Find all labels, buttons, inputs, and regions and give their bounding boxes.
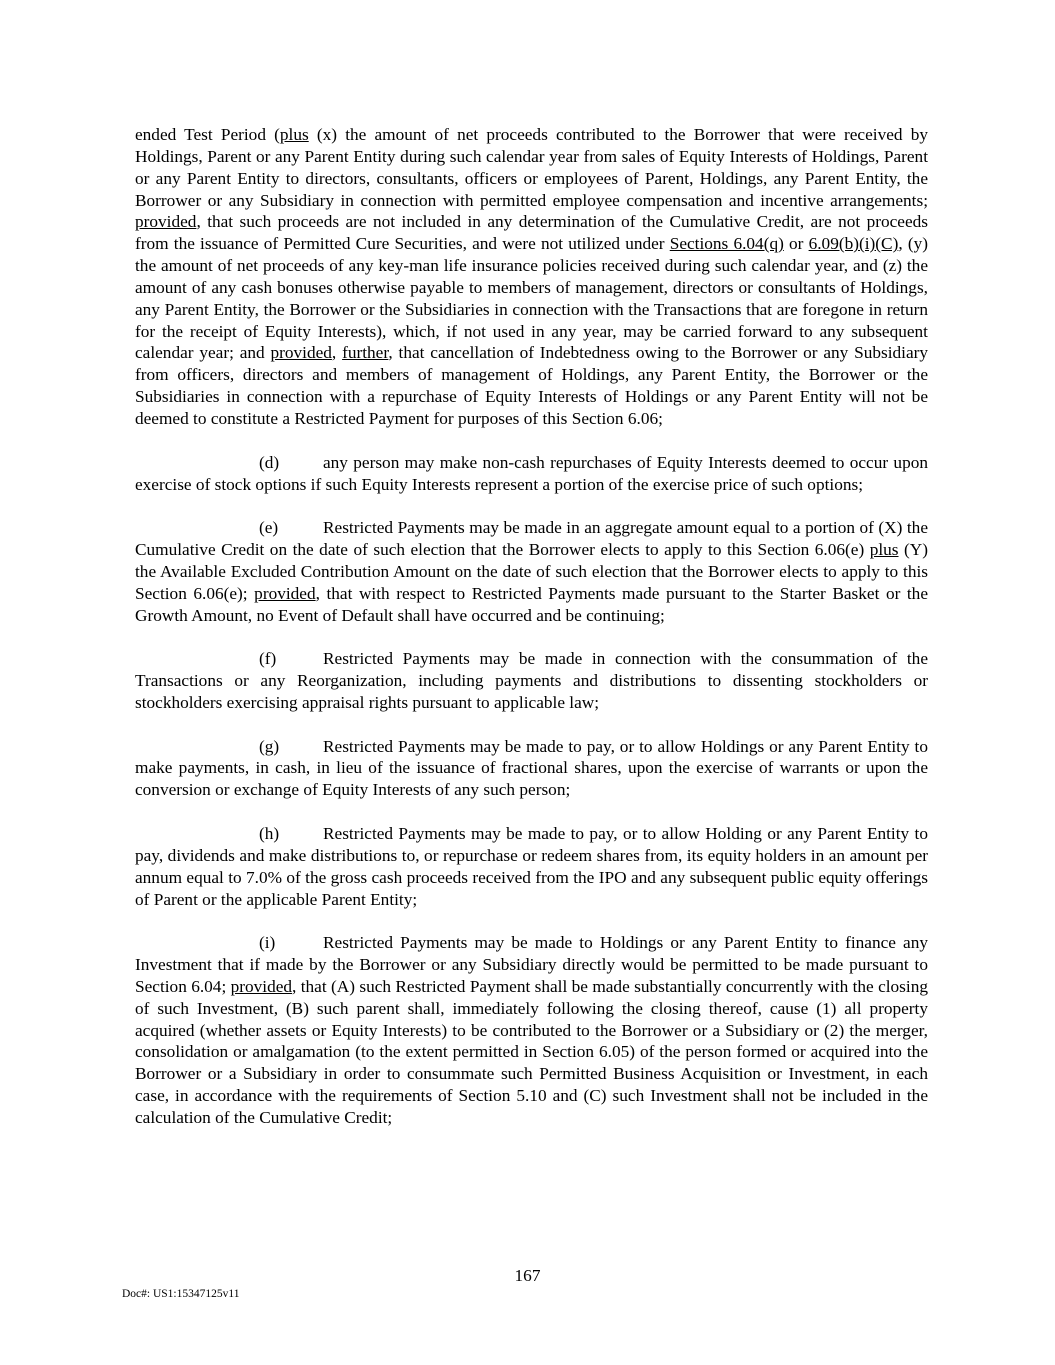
text: (x) the amount of net proceeds contributed to the Borrower that were received by Holdings, Parent or any Parent Entity during such calendar year from sales of Equity Interests of Holdings, Parent or any Parent Entity to directors, consultants, officers or employees of Parent, Holdings, any Parent Entity, the Borrower or any Subsidiary in connection with permitted employee compensation and incentive arrangements; (135, 125, 928, 210)
clause-label: (d) (259, 452, 280, 472)
text: Restricted Payments may be made to pay, or to allow Holding or any Parent Entity to pay, dividends and make distributions to, or repurchase or redeem shares from, its equity holders in an amount per annum equal to 7.0% of the gross cash proceeds received from the IPO and any subsequent public equity offerings of Parent or the applicable Parent Entity; (135, 824, 928, 909)
paragraph-d (135, 452, 928, 496)
document-id: Doc#: US1:15347125v11 (122, 1288, 240, 1300)
text: , that cancellation of Indebtedness owing to the Borrower or any Subsidiary from officers, directors and members of management of Holdings, any Parent Entity, the Borrower or the Subsidiaries in connection with a repurchase of Equity Interests of Holdings or any Parent Entity will not be deemed to constitute a Restricted Payment for purposes of this Section 6.06; (135, 343, 929, 428)
paragraph-f (135, 648, 928, 714)
clause-label: (e) (259, 518, 279, 538)
defined-term: plus (279, 125, 309, 144)
page-number: 167 (514, 1266, 541, 1285)
defined-term: provided (254, 583, 316, 603)
paragraph-h (135, 823, 928, 910)
clause-label: (f) (259, 649, 277, 669)
text: ended Test Period ( (135, 125, 280, 144)
text: (Y) the Available Excluded Contribution Amount on the date of such election that the Borrower elects to apply to this Section 6.06(e); (135, 540, 928, 603)
clause-label: (g) (259, 736, 280, 756)
text: , (y) the amount of net proceeds of any key-man life insurance policies received during such calendar year, and (z) the amount of any cash bonuses otherwise payable to members of management, directors or consultants of Holdings, any Parent Entity, the Borrower or the Subsidiaries in connection with the Transactions that are foregone in return for the receipt of Equity Interests), which, if not used in any year, may be carried forward to any subsequent calendar year; and (135, 234, 928, 363)
text: Restricted Payments may be made in connection with the consummation of the Transactions or any Reorganization, including payments and distributions to dissenting stockholders or stockholders exercising appraisal rights pursuant to applicable law; (135, 649, 928, 712)
text: , that with respect to Restricted Payments made pursuant to the Starter Basket or the Growth Amount, no Event of Default shall have occurred and be continuing; (135, 583, 928, 625)
text: , that (A) such Restricted Payment shall be made substantially concurrently with the closing of such Investment, (B) such parent shall, immediately following the closing thereof, cause (1) all property acquired (whether assets or Equity Interests) to be contributed to the Borrower or a Subsidiary or (2) the merger, consolidation or amalgamation (to the extent permitted in Section 6.05) of the person formed or acquired into the Borrower or a Subsidiary in order to consummate such Permitted Business Acquisition or Investment, in each case, in accordance with the requirements of Section 5.10 and (C) such Investment shall not be included in the calculation of the Cumulative Credit; (135, 976, 928, 1127)
text: any person may make non-cash repurchases of Equity Interests deemed to occur upon exercise of stock options if such Equity Interests represent a portion of the exercise price of such options; (135, 452, 928, 494)
paragraph-i (135, 932, 928, 1129)
text: Restricted Payments may be made in an aggregate amount equal to a portion of (X) the Cumulative Credit on the date of such election that the Borrower elects to apply to this Section 6.06(e) (135, 518, 928, 560)
paragraph-e (135, 517, 928, 626)
defined-term: plus (869, 540, 899, 560)
defined-term: provided (135, 212, 197, 232)
paragraph-g (135, 736, 928, 802)
paragraph-c-continued (135, 124, 928, 430)
clause-label: (h) (259, 824, 280, 843)
defined-term: further (342, 343, 389, 363)
text: , (331, 343, 343, 363)
defined-term: provided (270, 343, 332, 363)
text: Restricted Payments may be made to pay, or to allow Holdings or any Parent Entity to make payments, in cash, in lieu of the issuance of fractional shares, upon the exercise of warrants or upon the conversion or exchange of Equity Interests of any such person; (135, 736, 928, 800)
text: Restricted Payments may be made to Holdings or any Parent Entity to finance any Investment that if made by the Borrower or any Subsidiary directly would be permitted to be made pursuant to Section 6.04; (135, 933, 928, 996)
section-reference: 6.09(b)(i)(C) (808, 234, 899, 254)
document-body (135, 124, 928, 1151)
section-reference: Sections 6.04(q) (669, 234, 784, 254)
text: , that such proceeds are not included in any determination of the Cumulative Credit, are not proceeds from the issuance of Permitted Cure Securities, and were not utilized under (135, 212, 928, 254)
defined-term: provided (230, 976, 293, 996)
clause-label: (i) (259, 933, 276, 953)
text: or (783, 234, 809, 254)
